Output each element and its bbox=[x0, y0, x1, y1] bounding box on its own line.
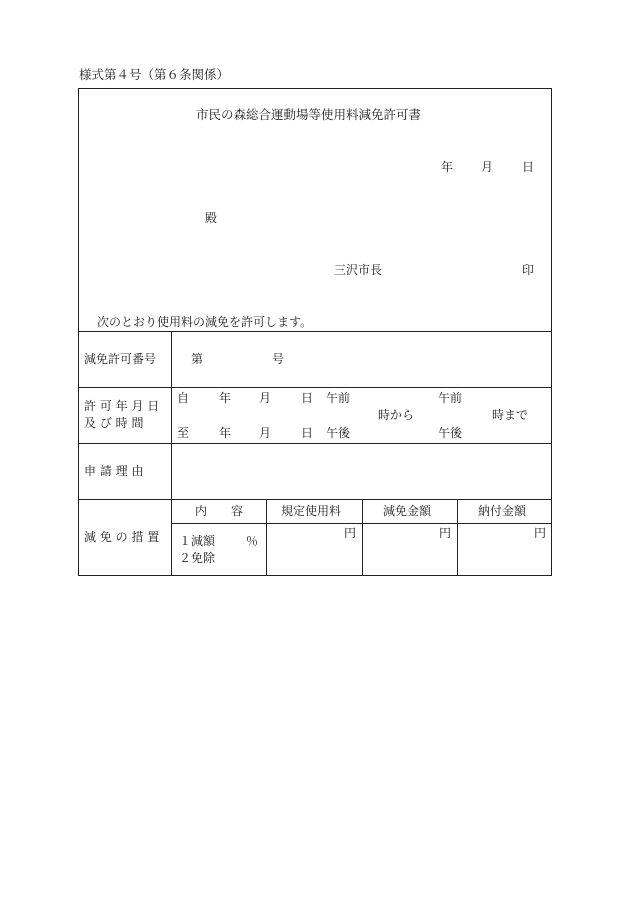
period-to-ampm-end: 午後 bbox=[438, 426, 463, 440]
period-to-marker: 至 bbox=[177, 426, 190, 440]
reason-label: 申 請 理 由 bbox=[84, 464, 144, 478]
permit-number-label: 減免許可番号 bbox=[84, 352, 157, 366]
measures-header-content: 内 容 bbox=[195, 504, 244, 518]
period-from-day: 日 bbox=[301, 391, 314, 405]
period-to-year: 年 bbox=[219, 426, 232, 440]
permit-number-prefix: 第 bbox=[191, 352, 204, 366]
measures-header-payment-amount: 納付金額 bbox=[478, 504, 527, 518]
divider bbox=[457, 499, 458, 576]
intro-text: 次のとおり使用料の減免を許可します。 bbox=[97, 315, 313, 329]
permit-period-label-line2: 及 び 時 間 bbox=[84, 416, 144, 430]
period-from-month: 月 bbox=[259, 391, 272, 405]
permit-period-label-line1: 許 可 年 月 日 bbox=[84, 399, 160, 413]
divider bbox=[78, 443, 552, 444]
measures-label: 減 免 の 措 置 bbox=[84, 530, 160, 544]
permit-number-suffix: 号 bbox=[272, 352, 285, 366]
payment-amount-yen: 円 bbox=[534, 526, 547, 540]
seal-mark: 印 bbox=[522, 263, 535, 277]
measures-header-reduction-amount: 減免金額 bbox=[383, 504, 432, 518]
date-year: 年 bbox=[441, 160, 454, 174]
measures-option-exemption: ２免除 bbox=[179, 551, 216, 565]
date-month: 月 bbox=[481, 160, 494, 174]
divider bbox=[78, 499, 552, 500]
period-from-time: 時から bbox=[378, 408, 415, 422]
divider bbox=[78, 387, 552, 388]
addressee-suffix: 殿 bbox=[205, 211, 218, 225]
form-number: 様式第４号（第６条関係） bbox=[79, 67, 230, 82]
measures-option-reduction: １減額 bbox=[179, 534, 216, 548]
divider bbox=[362, 499, 363, 576]
divider bbox=[171, 331, 172, 576]
standard-fee-yen: 円 bbox=[344, 526, 357, 540]
measures-percent: ％ bbox=[246, 534, 259, 548]
date-day: 日 bbox=[522, 160, 535, 174]
period-to-time: 時まで bbox=[492, 408, 529, 422]
divider bbox=[78, 331, 552, 332]
period-to-day: 日 bbox=[301, 426, 314, 440]
measures-header-standard-fee: 規定使用料 bbox=[281, 504, 342, 518]
period-from-marker: 自 bbox=[177, 391, 190, 405]
reduction-amount-yen: 円 bbox=[439, 526, 452, 540]
issuer-name: 三沢市長 bbox=[334, 263, 383, 277]
divider bbox=[266, 499, 267, 576]
document-title: 市民の森総合運動場等使用料減免許可書 bbox=[196, 107, 422, 122]
period-from-year: 年 bbox=[219, 391, 232, 405]
period-to-ampm: 午後 bbox=[326, 426, 351, 440]
period-to-month: 月 bbox=[259, 426, 272, 440]
period-from-ampm: 午前 bbox=[326, 391, 351, 405]
period-from-ampm-end: 午前 bbox=[438, 391, 463, 405]
